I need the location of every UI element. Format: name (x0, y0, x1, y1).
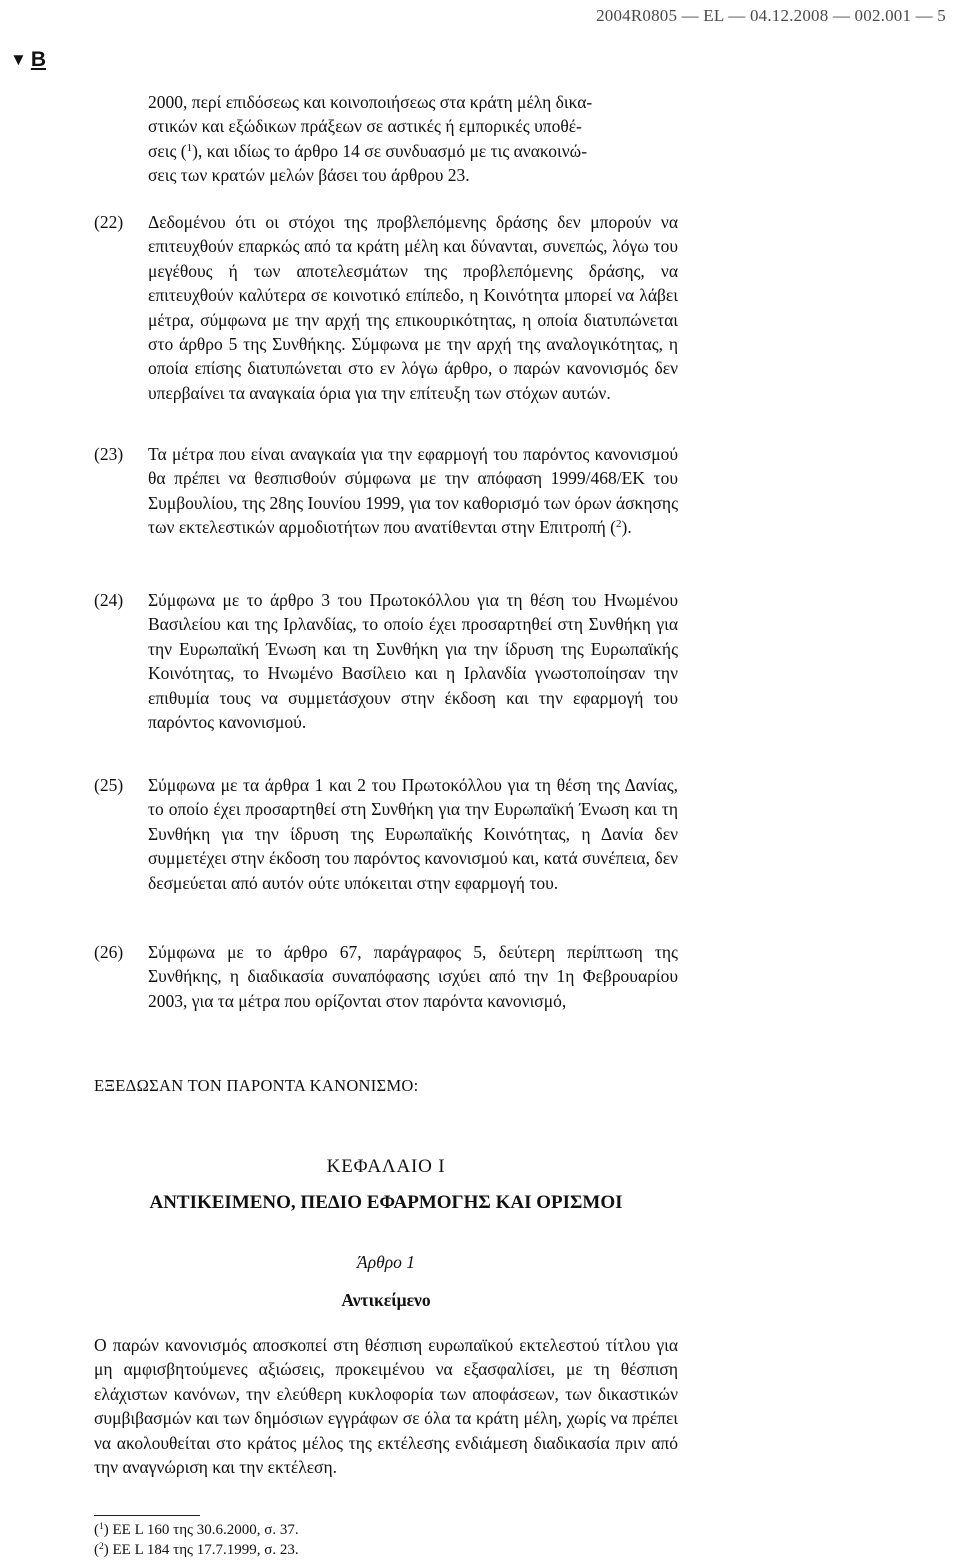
marker-letter: B (30, 48, 46, 71)
intro-line: στικών και εξώδικων πράξεων σε αστικές ή εμπορικές υποθέ- (148, 116, 582, 137)
recital-number: (25) (94, 775, 124, 795)
footnote-ref: 2 (616, 518, 622, 531)
intro-paragraph (148, 90, 678, 188)
recital-text: Σύμφωνα με το άρθρο 67, παράγραφος 5, δεύτερη περίπτωση της Συνθήκης, η διαδικασία συναπόφασης ισχύει από την 1η Φεβρουαρίου 2003, για τα μέτρα που ορίζονται στον παρόντα κανονισμό, (148, 942, 678, 1011)
intro-line: σεις των κρατών μελών βάσει του άρθρου 23. (148, 165, 470, 186)
recital-number: (23) (94, 444, 124, 464)
enacting-formula: ΕΞΕΔΩΣΑΝ ΤΟΝ ΠΑΡΟΝΤΑ ΚΑΝΟΝΙΣΜΟ: (94, 1076, 419, 1095)
footnote: ($^2$) ΕΕ L 184 της 17.7.1999, σ. 23. (94, 1542, 299, 1558)
recital-text: Σύμφωνα με τα άρθρα 1 και 2 του Πρωτοκόλλου για τη θέση της Δανίας, το οποίο έχει προσαρτηθεί στη Συνθήκη για την Ευρωπαϊκή Ένωση και τη Συνθήκη για την ίδρυση της Ευρωπαϊκής Κοινότητας, η Δανία δεν συμμετέχει στην έκδοση του παρόντος κανονισμού και, κατά συνέπεια, δεν δεσμεύεται από αυτόν ούτε υπόκειται στην εφαρμογή του. (148, 775, 678, 893)
recital-text: Τα μέτρα που είναι αναγκαία για την εφαρμογή του παρόντος κανονισμού θα πρέπει να θεσπισθούν σύμφωνα με την απόφαση 1999/468/ΕΚ του Συμβουλίου, της 28ης Ιουνίου 1999, για τον καθορισμό των όρων άσκησης των εκτελεστικών αρμοδιοτήτων που ανατίθενται στην Επιτροπή ($^2$). (148, 444, 678, 538)
footnotes (94, 1520, 299, 1560)
article-label: Άρθρο 1 (357, 1252, 415, 1272)
intro-line: σεις ($^1$), και ιδίως το άρθρο 14 σε συνδυασμό με τις ανακοινώ- (148, 140, 588, 161)
footnote-ref: 1 (186, 141, 193, 154)
chapter-label: ΚΕΦΑΛΑΙΟ I (326, 1156, 446, 1177)
recital-number: (26) (94, 942, 124, 962)
footnote-divider (94, 1515, 200, 1516)
recital-number: (24) (94, 590, 124, 610)
triangle-down-icon: ▼ (10, 50, 27, 69)
running-head: 2004R0805 — EL — 04.12.2008 — 002.001 — 5 (596, 6, 946, 25)
amendment-marker (10, 48, 46, 72)
recital-number: (22) (94, 212, 124, 232)
recital-text: Σύμφωνα με το άρθρο 3 του Πρωτοκόλλου για τη θέση του Ηνωμένου Βασιλείου και της Ιρλανδίας, το οποίο έχει προσαρτηθεί στη Συνθήκη για την Ευρωπαϊκή Ένωση και τη Συνθήκη για την ίδρυση της Ευρωπαϊκής Κοινότητας, το Ηνωμένο Βασίλειο και η Ιρλανδία γνωστοποίησαν την επιθυμία τους να συμμετάσχουν στην έκδοση και την εφαρμογή του παρόντος κανονισμού. (148, 590, 678, 733)
footnote: ($^1$) ΕΕ L 160 της 30.6.2000, σ. 37. (94, 1522, 299, 1538)
chapter-title: ΑΝΤΙΚΕΙΜΕΝΟ, ΠΕΔΙΟ ΕΦΑΡΜΟΓΗΣ ΚΑΙ ΟΡΙΣΜΟΙ (149, 1192, 623, 1213)
recital-text: Δεδομένου ότι οι στόχοι της προβλεπόμενης δράσης δεν μπορούν να επιτευχθούν επαρκώς από τα κράτη μέλη και δύνανται, συνεπώς, λόγω του μεγέθους ή των αποτελεσμάτων της προβλεπόμενης δράσης, να επιτευχθούν καλύτερα σε κοινοτικό επίπεδο, η Κοινότητα μπορεί να λάβει μέτρα, σύμφωνα με την αρχή της επικουρικότητας, η οποία διατυπώνεται στο άρθρο 5 της Συνθήκης. Σύμφωνα με την αρχή της αναλογικότητας, η οποία επίσης διατυπώνεται στο εν λόγω άρθρο, ο παρών κανονισμός δεν υπερβαίνει τα αναγκαία όρια για την επίτευξη των στόχων αυτών. (148, 212, 678, 403)
article-title: Αντικείμενο (341, 1290, 431, 1310)
intro-line: 2000, περί επιδόσεως και κοινοποιήσεως στα κράτη μέλη δικα- (148, 92, 593, 112)
article-text: Ο παρών κανονισμός αποσκοπεί στη θέσπιση ευρωπαϊκού εκτελεστού τίτλου για μη αμφισβητούμενες αξιώσεις, προκειμένου να εξασφαλίσει, με τη θέσπιση ελάχιστων κανόνων, την ελεύθερη κυκλοφορία των αποφάσεων, των δικαστικών συμβιβασμών και των δημόσιων εγγράφων σε όλα τα κράτη μέλη, χωρίς να πρέπει να ακολουθείται στο κράτος μέλος της εκτέλεσης ενδιάμεση διαδικασία πριν από την αναγνώριση και την εκτέλεση. (94, 1335, 678, 1478)
